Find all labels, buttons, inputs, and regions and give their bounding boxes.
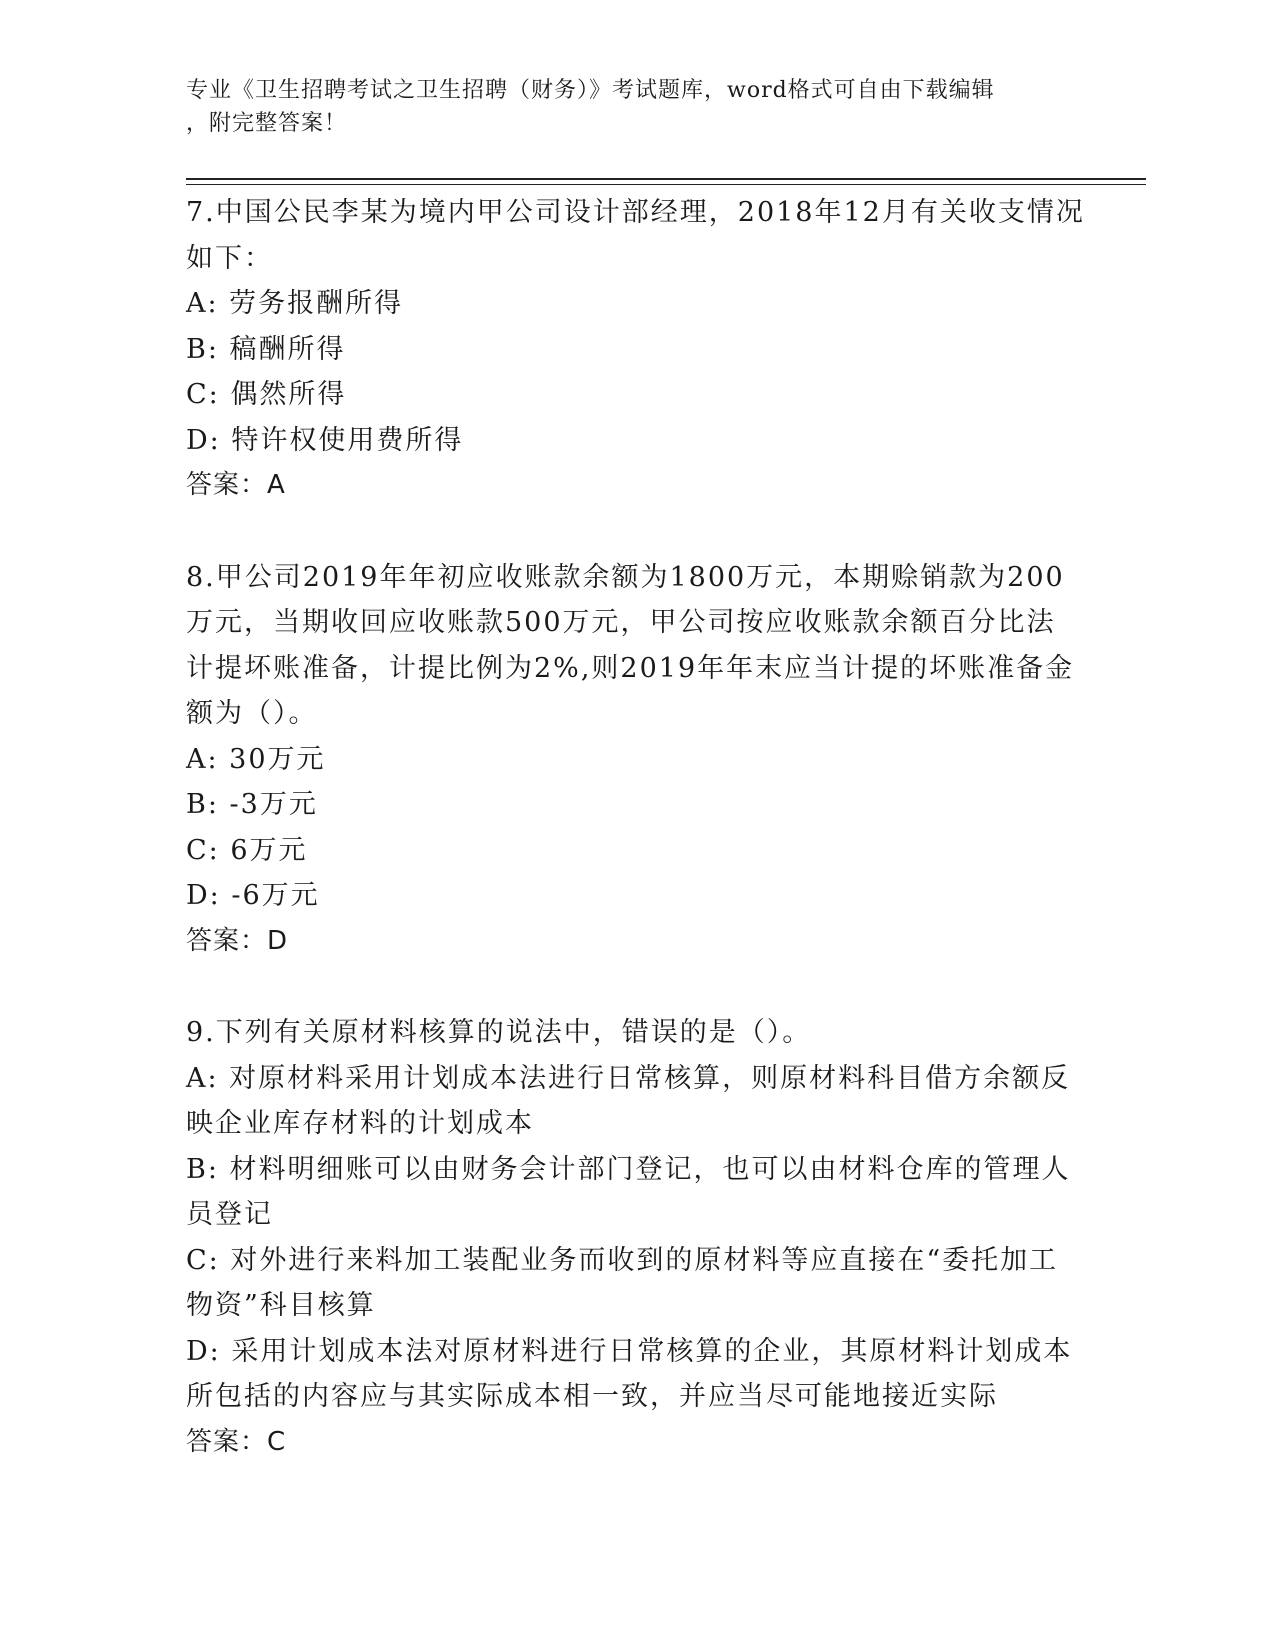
answer-label: 答案：D (186, 925, 289, 956)
question-stem-line: 9.下列有关原材料核算的说法中，错误的是（）。 (186, 1017, 812, 1048)
header-divider-thin (186, 184, 1146, 185)
option-line: C: 对外进行来料加工装配业务而收到的原材料等应直接在“委托加工 (186, 1244, 1059, 1276)
question-list (186, 190, 1085, 1465)
question-block (186, 555, 1075, 965)
option-line: A: 30万元 (186, 743, 326, 775)
option-line: A: 对原材料采用计划成本法进行日常核算，则原材料科目借方余额反 (186, 1062, 1071, 1094)
option-line: B: -3万元 (186, 789, 318, 820)
question-spacer (186, 964, 1066, 1010)
option-line: D: 特许权使用费所得 (186, 424, 464, 456)
document-header (186, 74, 1086, 140)
option-line: A: 劳务报酬所得 (186, 288, 404, 319)
option-line: 映企业库存材料的计划成本 (186, 1108, 534, 1139)
question-stem-line: 计提坏账准备，计提比例为2%,则2019年年末应当计提的坏账准备金 (186, 652, 1075, 684)
question-stem-line: 7.中国公民李某为境内甲公司设计部经理，2018年12月有关收支情况 (186, 197, 1085, 228)
option-line: 所包括的内容应与其实际成本相一致，并应当尽可能地接近实际 (186, 1381, 998, 1412)
question-stem-line: 额为（）。 (186, 698, 318, 729)
question-stem-line: 万元，当期收回应收账款500万元，甲公司按应收账款余额百分比法 (186, 607, 1056, 638)
question-block (186, 190, 1085, 509)
option-line: 物资”科目核算 (186, 1290, 376, 1321)
answer-label: 答案：C (186, 1426, 287, 1457)
answer-label: 答案：A (186, 470, 286, 500)
question-spacer (186, 509, 1066, 555)
option-line: C: 6万元 (186, 834, 308, 866)
question-stem-line: 8.甲公司2019年年初应收账款余额为1800万元，本期赊销款为200 (186, 561, 1065, 593)
option-line: 员登记 (186, 1199, 273, 1230)
header-line: ，附完整答案！ (186, 111, 348, 136)
option-line: B: 稿酬所得 (186, 333, 346, 365)
option-line: D: 采用计划成本法对原材料进行日常核算的企业，其原材料计划成本 (186, 1335, 1073, 1367)
option-line: C: 偶然所得 (186, 379, 347, 410)
option-line: B: 材料明细账可以由财务会计部门登记，也可以由材料仓库的管理人 (186, 1153, 1071, 1185)
question-stem-line: 如下： (186, 242, 273, 274)
header-divider (186, 178, 1146, 180)
option-line: D: -6万元 (186, 880, 320, 911)
header-line: 专业《卫生招聘考试之卫生招聘（财务）》考试题库，word格式可自由下载编辑 (186, 78, 995, 103)
question-block (186, 1010, 1073, 1465)
